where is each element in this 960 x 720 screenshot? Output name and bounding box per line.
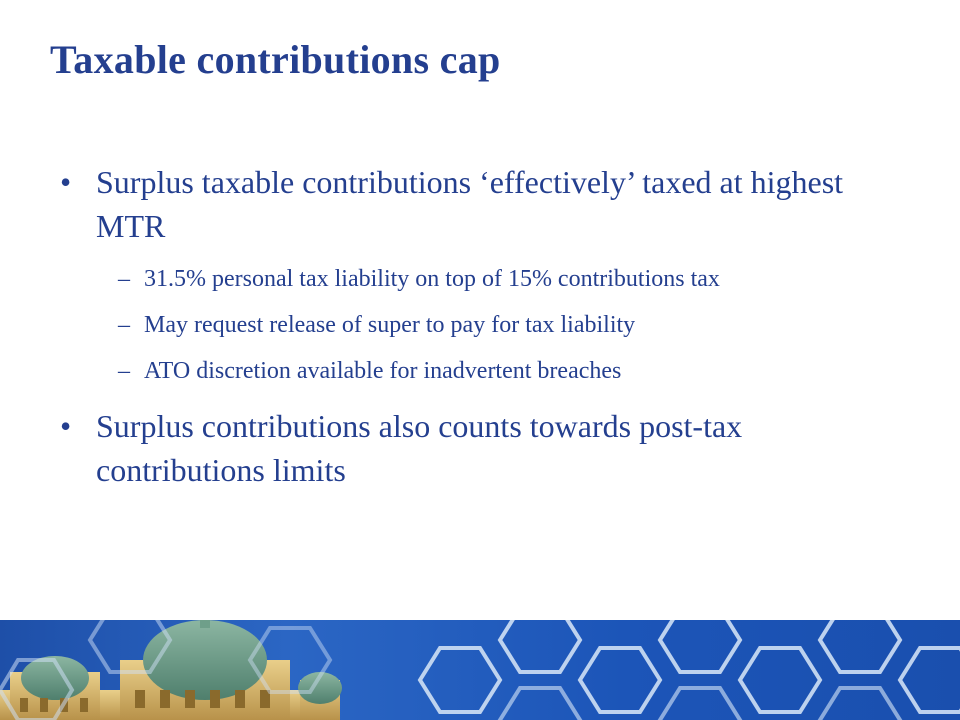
footer-banner-image xyxy=(0,620,960,720)
building-icon xyxy=(0,620,342,720)
subbullet-marker: – xyxy=(118,266,130,292)
subbullet-marker: – xyxy=(118,312,130,338)
bullet-marker: • xyxy=(60,164,72,200)
subbullet-text: 31.5% personal tax liability on top of 15% contributions tax xyxy=(144,266,720,292)
subbullet-text: May request release of super to pay for tax liability xyxy=(144,312,636,338)
subbullet-marker: – xyxy=(118,358,130,384)
bullet-text: Surplus contributions also counts towards post-tax contributions limits xyxy=(96,408,743,488)
slide-title: Taxable contributions cap xyxy=(50,37,501,82)
bullet-marker: • xyxy=(60,408,72,444)
subbullet-text: ATO discretion available for inadvertent breaches xyxy=(144,358,622,384)
bullet-text: Surplus taxable contributions ‘effectively’ taxed at highest MTR xyxy=(96,164,844,244)
banner-illustration xyxy=(0,620,960,720)
